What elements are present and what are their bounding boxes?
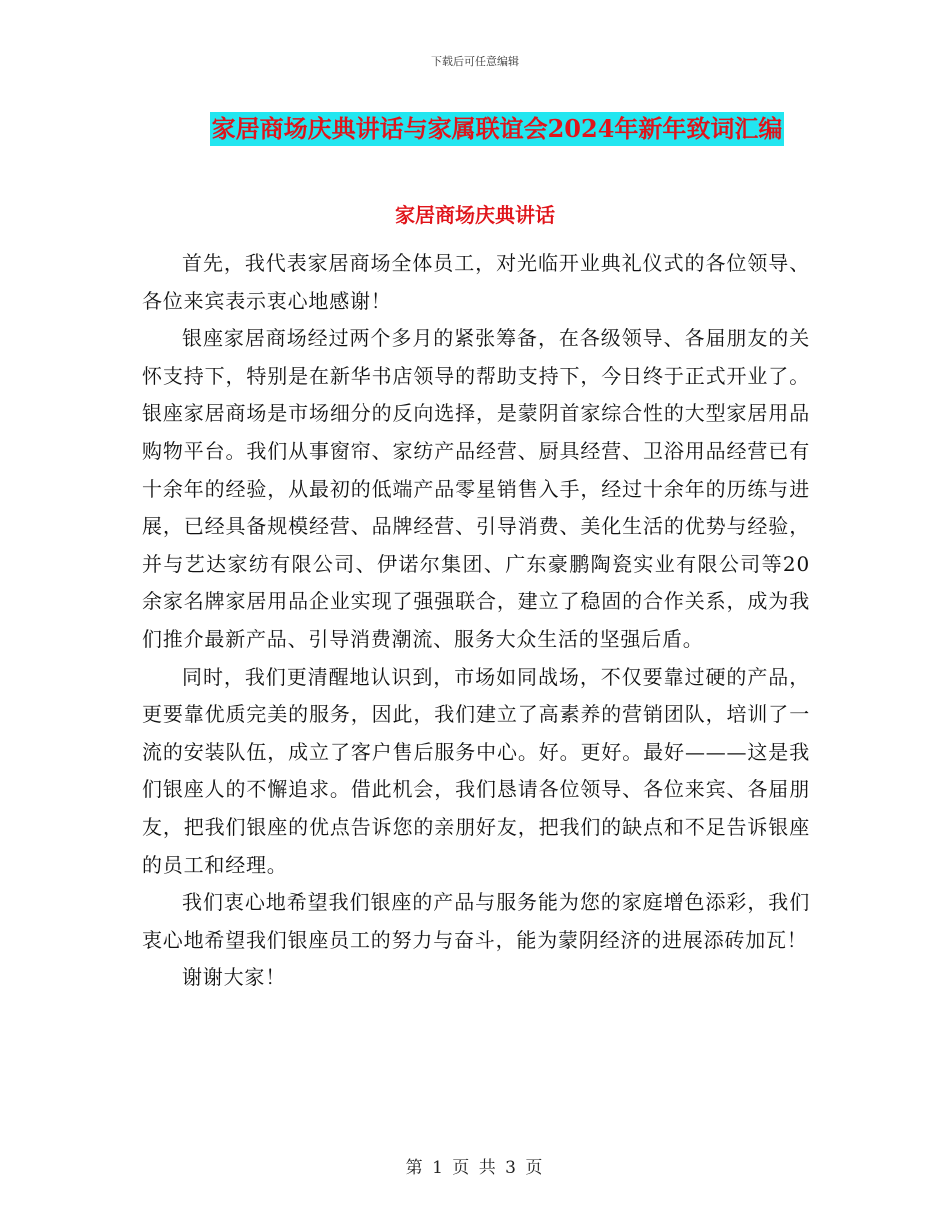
page-header-note: 下载后可任意编辑 [431, 55, 519, 68]
body-text [142, 245, 810, 997]
paragraph-opening: 首先，我代表家居商场全体员工，对光临开业典礼仪式的各位领导、各位来宾表示衷心地感谢！ [142, 251, 810, 313]
document-title: 家居商场庆典讲话与家属联谊会2024年新年致词汇编 [210, 112, 785, 146]
paragraph-introduction: 银座家居商场经过两个多月的紧张筹备，在各级领导、各届朋友的关怀支持下，特别是在新华书店领导的帮助支持下，今日终于正式开业了。银座家居商场是市场细分的反向选择，是蒙阴首家综合性的大型家居用品购物平台。我们从事窗帘、家纺产品经营、厨具经营、卫浴用品经营已有十余年的经验，从最初的低端产品零星销售入手，经过十余年的历练与进展，已经具备规模经营、品牌经营、引导消费、美化生活的优势与经验，并与艺达家纺有限公司、伊诺尔集团、广东豪鹏陶瓷实业有限公司等20余家名牌家居用品企业实现了强强联合，建立了稳固的合作关系，成为我们推介最新产品、引导消费潮流、服务大众生活的坚强后盾。 [142, 326, 810, 651]
section-title: 家居商场庆典讲话 [395, 203, 555, 227]
paragraph-thanks: 谢谢大家！ [182, 965, 286, 990]
document-title-container [0, 112, 950, 146]
paragraph-service: 同时，我们更清醒地认识到，市场如同战场，不仅要靠过硬的产品，更要靠优质完美的服务，因此，我们建立了高素养的营销团队，培训了一流的安装队伍，成立了客户售后服务中心。好。更好。最好———这是我们银座人的不懈追求。借此机会，我们恳请各位领导、各位来宾、各届朋友，把我们银座的优点告诉您的亲朋好友，把我们的缺点和不足告诉银座的员工和经理。 [142, 664, 810, 877]
paragraph-wishes: 我们衷心地希望我们银座的产品与服务能为您的家庭增色添彩，我们衷心地希望我们银座员工的努力与奋斗，能为蒙阴经济的进展添砖加瓦！ [142, 890, 810, 952]
page-number: 第 1 页 共 3 页 [405, 1158, 545, 1178]
